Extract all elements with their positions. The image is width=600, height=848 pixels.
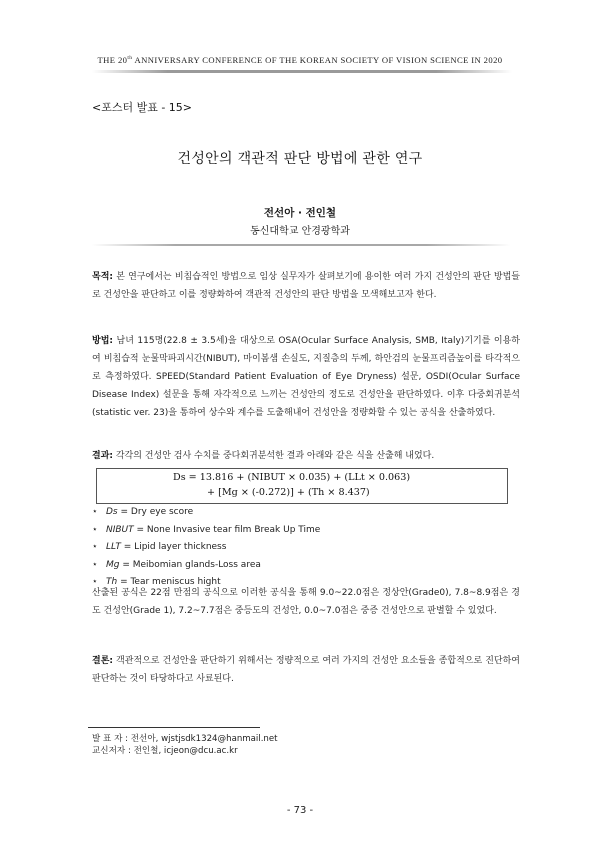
conclusion-text: 객관적으로 건성안을 판단하기 위해서는 정량적으로 여러 가지의 건성안 요소들을 종합적으로 진단하여 판단하는 것이 타당하다고 사료된다. (92, 656, 520, 684)
definition-symbol: NIBUT (106, 524, 134, 535)
paper-title: 건성안의 객관적 판단 방법에 관한 연구 (177, 151, 423, 167)
conference-header-sup: th (127, 55, 133, 62)
result-text: 각각의 건성안 검사 수치를 중다회귀분석한 결과 아래와 같은 식을 산출해 내었다. (113, 451, 435, 461)
star-bullet-icon: ⋆ (92, 542, 98, 552)
definition-text: = Lipid layer thickness (120, 542, 227, 552)
method-text: 남녀 115명(22.8 ± 3.5세)을 대상으로 OSA(Ocular Surface Analysis, SMB, Italy)기기를 이용하여 비침습적 눈물막파괴시간(NIBUT), 마이봄샘 손실도, 지질층의 두께, 하안검의 눈물프리즘높이를 타각적으로 측정하였다. SPEED(Standard Patient Evaluation of Eye Dryness) 설문, OSDI(Ocular Surface Disease Index) 설문을 통해 자각적으로 느끼는 건성안의 정도로 건성안을 판단하였다. 이후 다중회귀분석(statistic ver. 23)을 통하여 상수와 계수를 도출해내어 건성안을 정량화할 수 있는 공식을 산출하였다. (92, 336, 520, 418)
definition-symbol: Mg (106, 559, 120, 570)
star-bullet-icon: ⋆ (92, 559, 98, 570)
star-bullet-icon: ⋆ (92, 577, 98, 587)
definition-symbol: Ds (106, 507, 118, 517)
page-number: - 73 - (286, 805, 314, 816)
formula-line-2: + [Mg × (-0.272)] + (Th × 8.437) (207, 487, 370, 498)
result-interpretation-paragraph: 산출된 공식은 22점 만점의 공식으로 이러한 공식을 통해 9.0~22.0점은 정상안(Grade0), 7.8~8.9점은 경도 건성안(Grade 1), 7.2~7.7점은 중등도의 건성안, 0.0~7.0점은 중증 건성안으로 판별할 수 있었다. (92, 588, 520, 616)
method-paragraph (92, 332, 520, 422)
conference-header (0, 55, 600, 65)
definition-text: = Tear meniscus hight (117, 577, 221, 587)
corresponding-contact: 교신저자 : 전인철, icjeon@dcu.ac.kr (92, 746, 238, 756)
section-divider (92, 244, 510, 246)
definition-item (92, 539, 522, 557)
purpose-paragraph (92, 268, 520, 304)
purpose-text: 본 연구에서는 비침습적인 방법으로 임상 실무자가 살펴보기에 용이한 여러 가지 건성안의 판단 방법들로 건성안을 판단하고 이를 정량화하여 객관적 건성안의 판단 방법을 모색해보고자 한다. (92, 272, 520, 300)
definition-item (92, 522, 522, 540)
formula-box (96, 468, 508, 504)
result-paragraph (92, 447, 520, 465)
purpose-label: 목적: (92, 272, 113, 282)
authors: 전선아 · 전인철 (263, 207, 337, 219)
affiliation: 동신대학교 안경광학과 (250, 226, 350, 237)
star-bullet-icon: ⋆ (92, 507, 98, 517)
definition-item (92, 557, 522, 575)
session-label: <포스터 발표 - 15> (92, 101, 193, 114)
formula-line-1: Ds = 13.816 + (NIBUT × 0.035) + (LLt × 0.063) (173, 472, 411, 483)
definition-symbol: Th (106, 577, 118, 587)
star-bullet-icon: ⋆ (92, 524, 98, 535)
method-label: 방법: (92, 336, 113, 346)
definition-item (92, 504, 522, 522)
definition-symbol: LLT (106, 542, 121, 552)
result-label: 결과: (92, 451, 113, 461)
footnote-rule (88, 727, 260, 728)
conference-header-post: ANNIVERSARY CONFERENCE OF THE KOREAN SOCIETY OF VISION SCIENCE IN 2020 (132, 55, 503, 65)
presenter-contact: 발 표 자 : 전선아, wjstjsdk1324@hanmail.net (92, 734, 278, 744)
definition-list (92, 504, 522, 592)
conclusion-label: 결론: (92, 656, 113, 666)
definition-text: = None Invasive tear film Break Up Time (133, 524, 321, 535)
conference-header-pre: THE 20 (97, 55, 128, 65)
definition-text: = Dry eye score (117, 507, 194, 517)
conclusion-paragraph (92, 652, 520, 688)
header-rule (92, 70, 512, 73)
definition-text: = Meibomian glands-Loss area (119, 559, 261, 570)
